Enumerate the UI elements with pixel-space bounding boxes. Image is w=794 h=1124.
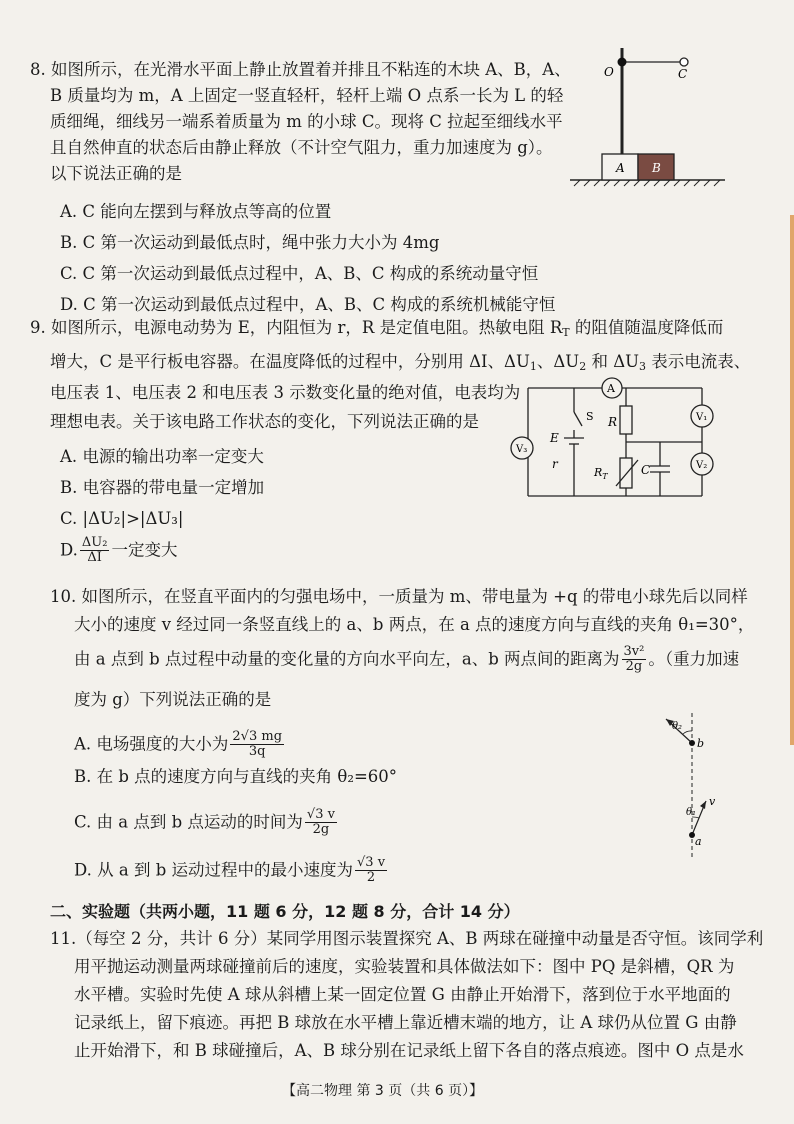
q8-line-2: B 质量均为 m，A 上固定一竖直轻杆，轻杆上端 O 点系一长为 L 的轻 (50, 86, 564, 105)
q9-line-4: 理想电表。关于该电路工作状态的变化，下列说法正确的是 (50, 412, 479, 431)
q8-line-5: 以下说法正确的是 (50, 164, 182, 183)
svg-text:b: b (697, 737, 705, 750)
q11-line-3: 水平槽。实验时先使 A 球从斜槽上某一固定位置 G 由静止开始滑下，落到位于水平地面的 (74, 985, 731, 1004)
q8-option-d: D. C 第一次运动到最低点过程中，A、B、C 构成的系统机械能守恒 (60, 295, 556, 314)
q8-line-1: 8. 如图所示，在光滑水平面上静止放置着并排且不粘连的木块 A、B，A、 (30, 60, 571, 79)
q10-option-d: D. 从 a 到 b 运动过程中的最小速度为 $\frac{√3 v}{2}$ (74, 855, 386, 886)
q8-line-4: 且自然伸直的状态后由静止释放（不计空气阻力，重力加速度为 g）。 (50, 138, 553, 157)
q10-option-a: A. 电场强度的大小为 $\frac{2√3 mg}{3q}$ (74, 729, 283, 760)
svg-text:r: r (552, 457, 558, 471)
svg-text:A: A (607, 382, 615, 395)
svg-text:S: S (586, 410, 594, 423)
q10-option-c: C. 由 a 点到 b 点运动的时间为 $\frac{√3 v}{2g}$ (74, 807, 335, 838)
q11-line-2: 用平抛运动测量两球碰撞前后的速度，实验装置和具体做法如下：图中 PQ 是斜槽，QR 为 (74, 957, 735, 976)
label-o: O (604, 65, 614, 79)
q9-circuit-figure (508, 372, 718, 502)
q9-option-b: B. 电容器的带电量一定增加 (60, 478, 265, 497)
svg-text:E: E (550, 431, 559, 445)
section-2-heading: 二、实验题（共两小题，11 题 6 分，12 题 8 分，合计 14 分） (50, 902, 520, 921)
label-b: B (652, 161, 661, 175)
q9-option-d: D. $\frac{\text{ΔU₂}}{\Delta I}$ 一定变大 (60, 535, 178, 566)
q8-option-c: C. C 第一次运动到最低点过程中，A、B、C 构成的系统动量守恒 (60, 264, 539, 283)
q8-option-a: A. C 能向左摆到与释放点等高的位置 (60, 202, 332, 221)
page-edge-strip (790, 215, 794, 745)
svg-text:V₁: V₁ (696, 412, 708, 423)
q8-figure (560, 40, 730, 190)
q10-figure (660, 705, 730, 865)
q9-option-a: A. 电源的输出功率一定变大 (60, 447, 264, 466)
q9-option-c: C. |ΔU₂|>|ΔU₃| (60, 509, 184, 528)
svg-text:θ₁: θ₁ (686, 807, 697, 818)
q10-line-3: 由 a 点到 b 点过程中动量的变化量的方向水平向左，a、b 两点间的距离为 $\frac{\text{3v²}}{2g}$ 。（重力加速 (74, 644, 740, 675)
label-a: A (616, 161, 625, 175)
q10-option-b: B. 在 b 点的速度方向与直线的夹角 θ₂=60° (74, 767, 398, 786)
svg-text:a: a (695, 835, 702, 848)
svg-text:C: C (641, 463, 651, 477)
q11-line-5: 止开始滑下，和 B 球碰撞后，A、B 球分别在记录纸上留下各自的落点痕迹。图中 O 点是水 (74, 1041, 744, 1060)
q9-line-2: 增大，C 是平行板电容器。在温度降低的过程中，分别用 ΔI、ΔU1、ΔU2 和 ΔU3 表示电流表、 (50, 352, 751, 373)
q10-line-2: 大小的速度 v 经过同一条竖直线上的 a、b 两点，在 a 点的速度方向与直线的夹角 θ₁=30°， (74, 615, 755, 634)
q8-line-3: 质细绳，细线另一端系着质量为 m 的小球 C。现将 C 拉起至细线水平 (50, 112, 563, 131)
svg-text:v: v (709, 795, 716, 808)
svg-text:V₃: V₃ (516, 444, 528, 455)
q10-line-4: 度为 g）下列说法正确的是 (74, 690, 272, 709)
label-c: C (678, 67, 688, 81)
q9-line-3: 电压表 1、电压表 2 和电压表 3 示数变化量的绝对值，电表均为 (50, 383, 521, 402)
q8-option-b: B. C 第一次运动到最低点时，绳中张力大小为 4mg (60, 233, 440, 252)
q10-line-1: 10. 如图所示，在竖直平面内的匀强电场中，一质量为 m、带电量为 +q 的带电小球先后以同样 (50, 587, 748, 606)
q11-line-1: 11.（每空 2 分，共计 6 分）某同学用图示装置探究 A、B 两球在碰撞中动量是否守恒。该同学利 (50, 929, 764, 948)
page-footer: 【高二物理 第 3 页（共 6 页）】 (282, 1083, 484, 1099)
svg-text:θ₂: θ₂ (672, 721, 683, 732)
svg-text:R: R (608, 415, 618, 429)
q11-line-4: 记录纸上，留下痕迹。再把 B 球放在水平槽上靠近槽末端的地方，让 A 球仍从位置 G 由静 (74, 1013, 737, 1032)
q9-line-1: 9. 如图所示，电源电动势为 E，内阻恒为 r，R 是定值电阻。热敏电阻 RT 的阻值随温度降低而 (30, 318, 724, 339)
svg-text:RT: $R_T$ (594, 466, 608, 481)
svg-text:V₂: V₂ (696, 460, 708, 471)
